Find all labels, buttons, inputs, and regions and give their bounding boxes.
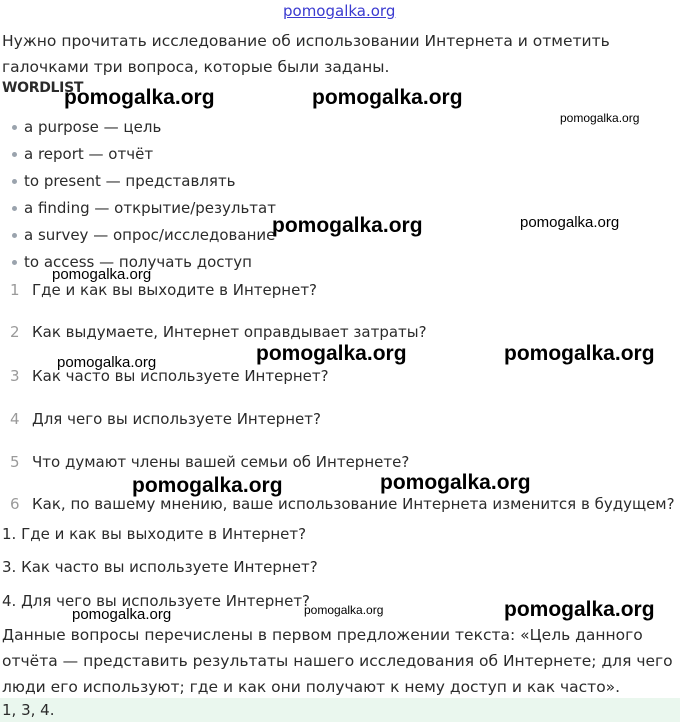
question-item: 6 Как, по вашему мнению, ваше использование Интернета изменится в будущем? xyxy=(10,495,675,513)
watermark: pomogalka.org xyxy=(380,471,531,494)
wordlist-item: a report — отчёт xyxy=(12,145,153,163)
watermark: pomogalka.org xyxy=(504,598,655,621)
watermark: pomogalka.org xyxy=(256,342,407,365)
answer-line: 1. Где и как вы выходите в Интернет? xyxy=(2,525,307,543)
bullet-icon xyxy=(12,179,17,184)
wordlist-heading: WORDLIST xyxy=(2,80,84,96)
question-item: 2 Как выдумаете, Интернет оправдывает затраты? xyxy=(10,323,427,341)
watermark: pomogalka.org xyxy=(57,354,157,371)
answer-line: 4. Для чего вы используете Интернет? xyxy=(2,592,311,610)
watermark: pomogalka.org xyxy=(520,214,620,231)
wordlist-item: a finding — открытие/результат xyxy=(12,199,276,217)
watermark: pomogalka.org xyxy=(560,111,640,125)
bullet-icon xyxy=(12,233,17,238)
task-intro: Нужно прочитать исследование об использовании Интернета и отметить галочками три вопроса, которые были заданы. xyxy=(2,32,610,76)
wordlist-item: a purpose — цель xyxy=(12,118,161,136)
question-item: 4 Для чего вы используете Интернет? xyxy=(10,410,321,428)
site-link[interactable]: pomogalka.org xyxy=(283,2,396,20)
bullet-icon xyxy=(12,260,17,265)
watermark: pomogalka.org xyxy=(64,86,215,109)
watermark: pomogalka.org xyxy=(504,342,655,365)
answer-line: 3. Как часто вы используете Интернет? xyxy=(2,558,318,576)
watermark: pomogalka.org xyxy=(72,606,172,623)
result-text: 1, 3, 4. xyxy=(2,701,55,719)
watermark: pomogalka.org xyxy=(272,214,423,237)
watermark: pomogalka.org xyxy=(132,474,283,497)
question-item: 5 Что думают члены вашей семьи об Интернете? xyxy=(10,453,410,471)
wordlist-item: to present — представлять xyxy=(12,172,236,190)
question-item: 3 Как часто вы используете Интернет? xyxy=(10,367,329,385)
wordlist-item: a survey — опрос/исследование xyxy=(12,226,275,244)
watermark: pomogalka.org xyxy=(304,603,384,617)
bullet-icon xyxy=(12,206,17,211)
wordlist-item: to access — получать доступ xyxy=(12,253,252,271)
bullet-icon xyxy=(12,152,17,157)
explanation-text: Данные вопросы перечислены в первом предложении текста: «Цель данного отчёта — представить результаты нашего исследования об Интернете; для чего люди его используют; где и как они получают к нему доступ и как часто». xyxy=(2,626,673,696)
bullet-icon xyxy=(12,125,17,130)
question-item: 1 Где и как вы выходите в Интернет? xyxy=(10,281,318,299)
watermark: pomogalka.org xyxy=(312,86,463,109)
result-box xyxy=(0,698,680,722)
watermark: pomogalka.org xyxy=(52,266,152,283)
